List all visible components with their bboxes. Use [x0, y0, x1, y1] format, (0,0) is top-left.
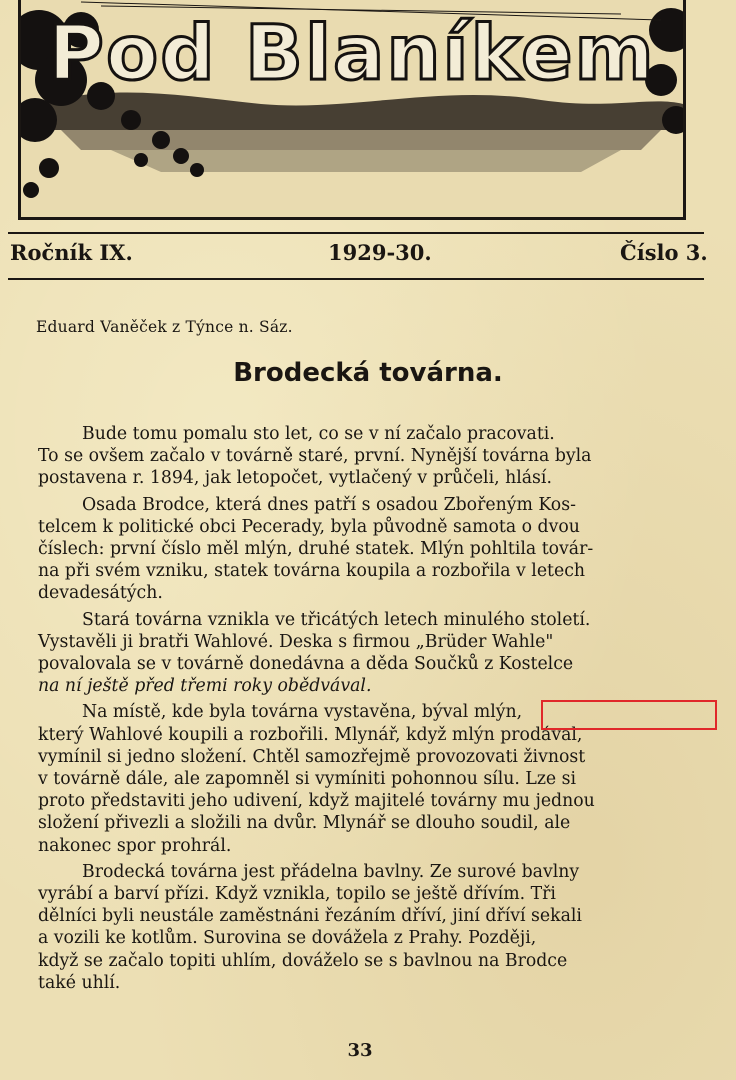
text-line: Brodecká továrna jest přádelna bavlny. Ze surové bavlny: [82, 861, 580, 882]
text-line: nakonec spor prohrál.: [38, 835, 232, 856]
article-title: Brodecká továrna.: [233, 358, 503, 388]
text-line: na ní ještě před třemi roky obědvával.: [38, 676, 372, 697]
page-number: 33: [347, 1040, 373, 1061]
year-label: 1929-30.: [328, 240, 432, 265]
paragraph: [38, 609, 678, 698]
paragraph: [38, 423, 678, 490]
text-line: postavena r. 1894, jak letopočet, vytlačený v průčeli, hlásí.: [38, 468, 552, 489]
text-line: proto představiti jeho udivení, když majitelé továrny mu jednou: [38, 791, 595, 812]
paragraph: [38, 861, 678, 994]
text-line: vyrábí a barví přízi. Když vznikla, topilo se ještě dřívím. Tři: [38, 884, 556, 905]
text-line: vymínil si jedno složení. Chtěl samozřejmě provozovati živnost: [38, 746, 586, 767]
text-line: také uhlí.: [38, 972, 121, 993]
text-line: Na místě, kde byla továrna vystavěna, býval mlýn,: [82, 702, 523, 723]
text-line: povalovala se v továrně donedávna a děda Součků z Kostelce: [38, 654, 574, 675]
text-line: Bude tomu pomalu sto let, co se v ní začalo pracovati.: [82, 424, 555, 444]
text-line: To se ovšem začalo v továrně staré, první. Nynější továrna byla: [38, 446, 592, 467]
text-line: složení přivezli a složili na dvůr. Mlynář se dlouho soudil, ale: [38, 813, 571, 834]
top-rule: [8, 232, 704, 234]
bottom-rule: [8, 278, 704, 280]
text-line: Vystavěli ji bratři Wahlové. Deska s firmou „Brüder Wahle": [38, 631, 554, 652]
masthead-illustration: [18, 0, 686, 220]
volume-label: Ročník IX.: [10, 240, 133, 265]
text-line: Stará továrna vznikla ve třicátých letech minulého století.: [82, 609, 591, 630]
issue-number-label: Číslo 3.: [620, 240, 708, 265]
text-line: devadesátých.: [38, 583, 163, 604]
masthead-title: Pod Blaníkem: [48, 8, 656, 97]
text-line: když se začalo topiti uhlím, dováželo se s bavlnou na Brodce: [38, 950, 568, 971]
text-line: číslech: první číslo měl mlýn, druhé statek. Mlýn pohltila továr-: [38, 539, 594, 560]
text-line: Osada Brodce, která dnes patří s osadou Zbořeným Kos-: [82, 494, 576, 515]
paragraph: [38, 494, 678, 605]
article-author: Eduard Vaněček z Týnce n. Sáz.: [36, 318, 293, 336]
text-line: v továrně dále, ale zapomněl si vymíniti pohonnou sílu. Lze si: [38, 769, 577, 790]
highlight-box: [541, 700, 717, 730]
text-line: telcem k politické obci Pecerady, byla původně samota o dvou: [38, 516, 580, 537]
text-line: a vozili ke kotlům. Surovina se dovážela z Prahy. Později,: [38, 928, 537, 949]
issue-info-bar: [10, 240, 708, 274]
text-line: který Wahlové koupili a rozbořili. Mlynář, když mlýn prodával,: [38, 724, 583, 745]
text-line: dělníci byli neustále zaměstnáni řezáním dříví, jiní dříví sekali: [38, 906, 582, 927]
text-line: na při svém vzniku, statek továrna koupila a rozbořila v letech: [38, 561, 586, 582]
